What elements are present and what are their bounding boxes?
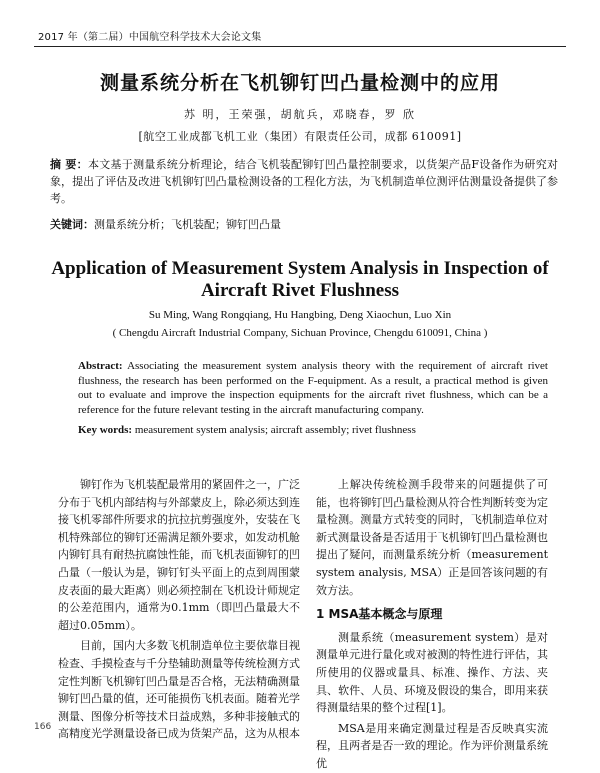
body-paragraph: 铆钉作为飞机装配最常用的紧固件之一，广泛分布于飞机内部结构与外部蒙皮上，除必须达到连接飞机零部件所要求的抗拉抗剪强度外，安装在飞机特殊部位的铆钉还需满足额外要求，如发动机舱内铆钉具有耐热抗腐蚀性能，而飞机表面铆钉的凹凸量（一般认为是，铆钉钉头平面上的点到周围蒙皮表面的最大距离）则必须控制在飞机设计师规定的公差范围内，通常为0.1mm（即凹凸量最大不超过0.05mm）。 [58,478,300,632]
chinese-title: 测量系统分析在飞机铆钉凹凸量检测中的应用 [99,72,500,94]
header-divider [34,46,566,47]
english-title: Application of Measurement System Analysis in Inspection of Aircraft Rivet Flushness [51,258,549,301]
body-left-column [58,476,300,743]
chinese-keywords-text: 测量系统分析；飞机装配；铆钉凹凸量 [94,218,281,231]
body-right-column [316,476,548,773]
chinese-affiliation: [航空工业成都飞机工业（集团）有限责任公司，成都 610091] [138,130,462,143]
english-affiliation: ( Chengdu Aircraft Industrial Company, Sichuan Province, Chengdu 610091, China ) [112,327,488,339]
chinese-abstract-label: 摘 要： [50,158,88,171]
english-abstract-text: Associating the measurement system analysis theory with the requirement of aircraft rivet flushness, the research has been performed on the F-equipment. As a result, a practical method is given out to evaluate and improve the inspection equipments for the aircraft rivet flushness, which can be a reference for the future relevant testing in the aircraft manufacturing company. [78,360,548,416]
body-paragraph: 测量系统（measurement system）是对测量单元进行量化或对被测的特性进行评估，其所使用的仪器或量具、标准、操作、方法、夹具、软件、人员、环境及假设的集合，即用来获得测量结果的整个过程[1]。 [316,630,548,715]
english-keywords-text: measurement system analysis; aircraft assembly; rivet flushness [134,424,416,436]
chinese-abstract [50,156,558,207]
chinese-abstract-text: 本文基于测量系统分析理论，结合飞机装配铆钉凹凸量控制要求，以货架产品F设备作为研究对象，提出了评估及改进飞机铆钉凹凸量检测设备的工程化方法，为飞机制造单位测评估测量设备提供了参考。 [50,158,558,205]
english-keywords-label: Key words: [78,424,133,436]
english-authors: Su Ming, Wang Rongqiang, Hu Hangbing, Deng Xiaochun, Luo Xin [148,309,452,321]
section-heading: 1 MSA基本概念与原理 [316,607,443,622]
chinese-keywords [50,216,558,232]
running-header: 2017 年（第二届）中国航空科学技术大会论文集 [38,32,262,43]
body-paragraph: MSA是用来确定测量过程是否反映真实流程，且两者是否一致的理论。作为评价测量系统优 [316,721,548,770]
english-abstract [78,359,548,417]
chinese-keywords-label: 关键词： [50,218,94,231]
body-paragraph: 目前，国内大多数飞机制造单位主要依靠目视检查、手摸检查与千分垫辅助测量等传统检测方式定性判断飞机铆钉凹凸量是否合格，无法精确测量铆钉凹凸量的值，还可能损伤飞机表面。随着光学测量、图像分析等技术日益成熟，多种非接触式的高精度光学测量设备已成为货架产品，这为从根本 [58,639,300,741]
english-abstract-label: Abstract: [78,360,123,372]
body-paragraph: 上解决传统检测手段带来的问题提供了可能，也将铆钉凹凸量检测从符合性判断转变为定量检测。测量方式转变的同时，飞机制造单位对新式测量设备是否适用于飞机铆钉凹凸量检测也提出了疑问，而测量系统分析（measurement system analysis, MSA）正是回答该问题的有效方法。 [316,478,548,597]
english-keywords [78,424,548,436]
page-number: 166 [34,722,52,732]
chinese-authors: 苏 明，王荣强，胡航兵，邓晓春，罗 欣 [184,108,416,121]
